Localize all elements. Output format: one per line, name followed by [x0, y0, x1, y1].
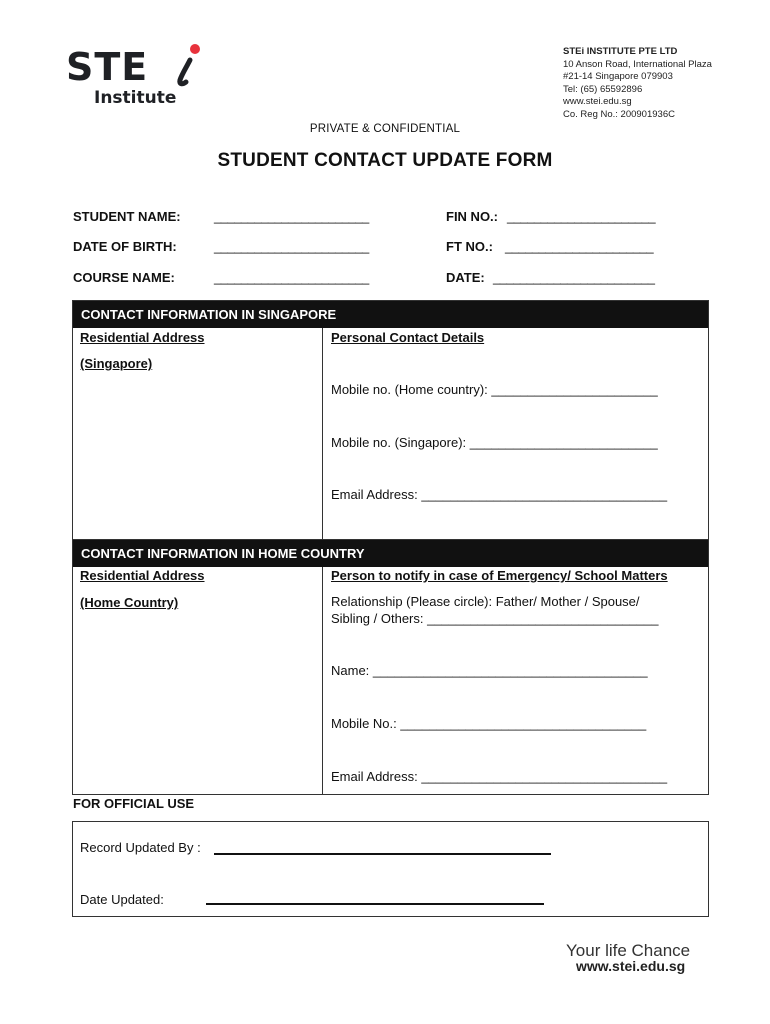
singapore-section-bar: CONTACT INFORMATION IN SINGAPORE	[73, 301, 708, 328]
stei-logo	[66, 42, 206, 114]
home-address-area[interactable]	[78, 615, 316, 790]
course-field[interactable]: _______________________	[214, 270, 369, 285]
company-details	[563, 46, 712, 122]
home-residential-sub: (Home Country)	[80, 595, 179, 610]
table-divider	[322, 567, 323, 795]
home-section-bar: CONTACT INFORMATION IN HOME COUNTRY	[73, 540, 708, 567]
course-label: COURSE NAME:	[73, 270, 175, 285]
record-updated-label: Record Updated By :	[80, 840, 201, 855]
notify-email-field[interactable]: Email Address: __________________________________	[331, 769, 668, 784]
logo-i-mark	[172, 54, 202, 88]
ft-label: FT NO.:	[446, 239, 493, 254]
sg-contact-heading: Personal Contact Details	[331, 330, 485, 345]
record-updated-field[interactable]	[214, 853, 551, 855]
logo-subtitle: Institute	[94, 88, 177, 108]
confidential-label: PRIVATE & CONFIDENTIAL	[309, 123, 461, 135]
dob-label: DATE OF BIRTH:	[73, 239, 177, 254]
logo-text: STE	[66, 45, 149, 89]
ft-field[interactable]: ______________________	[505, 239, 654, 254]
company-name: STEi INSTITUTE PTE LTD	[563, 46, 678, 57]
company-reg: Co. Reg No.: 200901936C	[563, 108, 675, 120]
page-title: STUDENT CONTACT UPDATE FORM	[217, 150, 553, 171]
company-address-1: 10 Anson Road, International Plaza	[563, 58, 712, 70]
company-address-2: #21-14 Singapore 079903	[563, 71, 673, 83]
date-updated-label: Date Updated:	[80, 892, 164, 907]
official-use-heading: FOR OFFICIAL USE	[73, 796, 195, 811]
company-web: www.stei.edu.sg	[563, 96, 632, 108]
footer-website[interactable]: www.stei.edu.sg	[576, 958, 686, 974]
footer-tagline: Your life Chance	[566, 941, 691, 960]
sg-mobile-sg-field[interactable]: Mobile no. (Singapore): __________________________	[331, 435, 658, 450]
fin-field[interactable]: ______________________	[507, 209, 656, 224]
sg-residential-sub: (Singapore)	[80, 356, 153, 371]
sg-address-area[interactable]	[78, 376, 316, 536]
date-label: DATE:	[446, 270, 485, 285]
fin-label: FIN NO.:	[446, 209, 498, 224]
logo-dot-icon	[190, 44, 200, 54]
date-updated-field[interactable]	[206, 903, 544, 905]
date-field[interactable]: ________________________	[493, 270, 655, 285]
notify-heading: Person to notify in case of Emergency/ School Matters	[331, 568, 668, 583]
dob-field[interactable]: _______________________	[214, 239, 369, 254]
sg-email-field[interactable]: Email Address: __________________________________	[331, 487, 668, 502]
student-name-label: STUDENT NAME:	[73, 209, 181, 224]
student-name-field[interactable]: _______________________	[214, 209, 369, 224]
sg-residential-heading: Residential Address	[80, 330, 205, 345]
notify-name-field[interactable]: Name: ______________________________________	[331, 663, 648, 678]
sg-mobile-home-field[interactable]: Mobile no. (Home country): _______________________	[331, 382, 658, 397]
relationship-line-1[interactable]: Relationship (Please circle): Father/ Mother / Spouse/	[331, 594, 640, 609]
relationship-line-2[interactable]: Sibling / Others: ________________________________	[331, 611, 659, 626]
table-divider	[322, 328, 323, 540]
notify-mobile-field[interactable]: Mobile No.: __________________________________	[331, 716, 647, 731]
home-residential-heading: Residential Address	[80, 568, 205, 583]
company-tel: Tel: (65) 65592896	[563, 83, 643, 95]
